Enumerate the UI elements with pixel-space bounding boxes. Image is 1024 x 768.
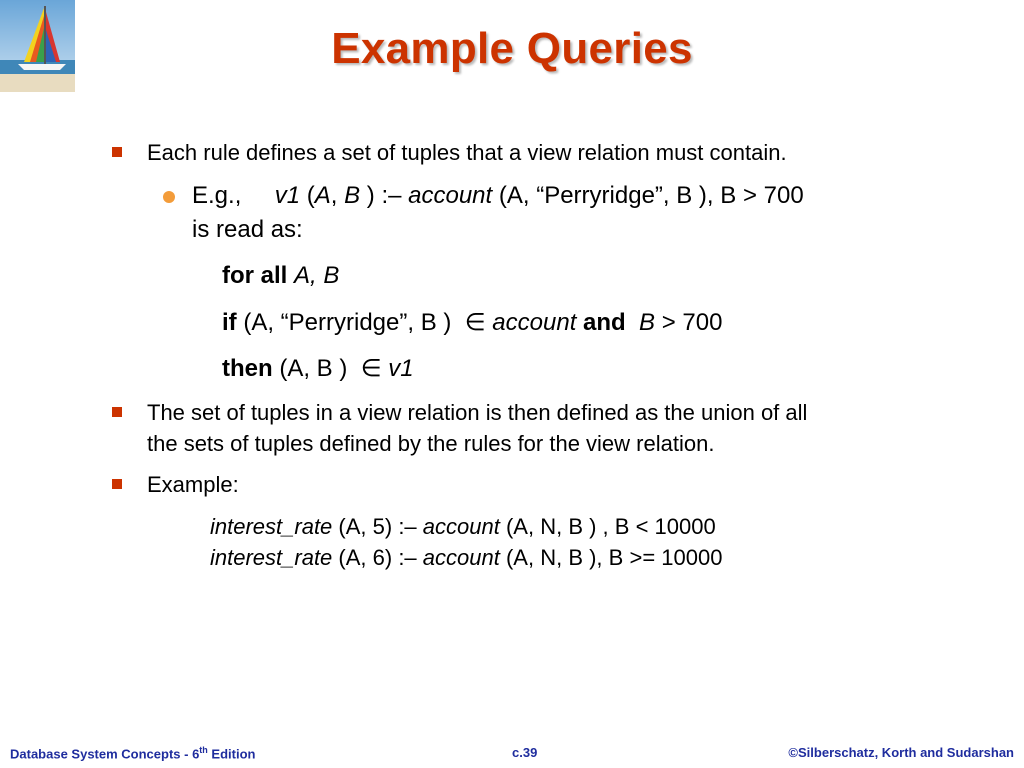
bullet-square <box>112 407 122 417</box>
tuple-end: ”, B ), B <box>654 182 737 209</box>
footer-copyright: ©Silberschatz, Korth and Sudarshan <box>788 745 1014 760</box>
member-symbol: ∈ <box>464 309 486 336</box>
rule-args: (A, 5) :– <box>338 514 417 539</box>
gt-op: > <box>742 182 757 209</box>
rule-head: interest_rate <box>210 545 333 570</box>
if-tuple: (A, “Perryridge”, B ) <box>243 309 452 336</box>
paren: ( <box>306 182 315 209</box>
rule-body-args: (A, N, B ), B <box>505 545 624 570</box>
bullet-text-example: Example: <box>147 472 239 497</box>
cond-var: B <box>639 309 656 336</box>
then-relation: v1 <box>388 355 414 382</box>
cond-op: > <box>661 309 676 336</box>
if-keyword: if <box>222 309 237 336</box>
footer-sup: th <box>199 745 208 755</box>
branch-perryridge: Perryridge <box>544 182 655 209</box>
then-line <box>222 354 414 383</box>
var-a: A <box>314 182 331 209</box>
eg-label: E.g., <box>192 182 242 209</box>
rule-head: interest_rate <box>210 514 333 539</box>
comma: , <box>330 182 338 209</box>
value-700: 700 <box>763 182 804 209</box>
footer-title-text: Database System Concepts - 6 <box>10 746 200 762</box>
rule-body-relation: account <box>422 545 500 570</box>
rule-args: (A, 6) :– <box>338 545 417 570</box>
rule-1 <box>210 514 716 540</box>
then-tuple: (A, B ) <box>279 355 348 382</box>
forall-vars: A, B <box>294 262 340 289</box>
member-symbol: ∈ <box>360 355 382 382</box>
bullet-dot <box>163 191 175 203</box>
bullet-text-union-2: the sets of tuples defined by the rules for the view relation. <box>147 431 715 456</box>
rule-2 <box>210 545 722 571</box>
neck: ) :– <box>366 182 402 209</box>
var-b: B <box>344 182 361 209</box>
view-name: v1 <box>274 182 301 209</box>
forall-keyword: for all <box>222 262 288 289</box>
bullet-text-rules: Each rule defines a set of tuples that a view relation must contain. <box>147 140 787 165</box>
relation-account: account <box>408 182 493 209</box>
forall-line <box>222 262 339 290</box>
rule-body-relation: account <box>422 514 500 539</box>
rule-condition: >= 10000 <box>629 545 723 570</box>
tuple-start: (A, “ <box>498 182 545 209</box>
read-as-text: is read as: <box>192 216 303 243</box>
bullet-text-union-1: The set of tuples in a view relation is then defined as the union of all <box>147 400 808 425</box>
footer-book-title <box>10 745 255 761</box>
if-line <box>222 308 722 337</box>
bullet-square <box>112 147 122 157</box>
then-keyword: then <box>222 355 273 382</box>
bullet-square <box>112 479 122 489</box>
rule-condition: < 10000 <box>635 514 716 539</box>
and-keyword: and <box>583 309 626 336</box>
if-relation: account <box>492 309 577 336</box>
page-title: Example Queries <box>331 24 693 73</box>
rule-body-args: (A, N, B ) , B <box>505 514 630 539</box>
example-rule-line <box>192 182 804 210</box>
footer-edition: Edition <box>207 746 256 762</box>
cond-val: 700 <box>682 309 723 336</box>
footer-page-number: c.39 <box>512 745 538 760</box>
